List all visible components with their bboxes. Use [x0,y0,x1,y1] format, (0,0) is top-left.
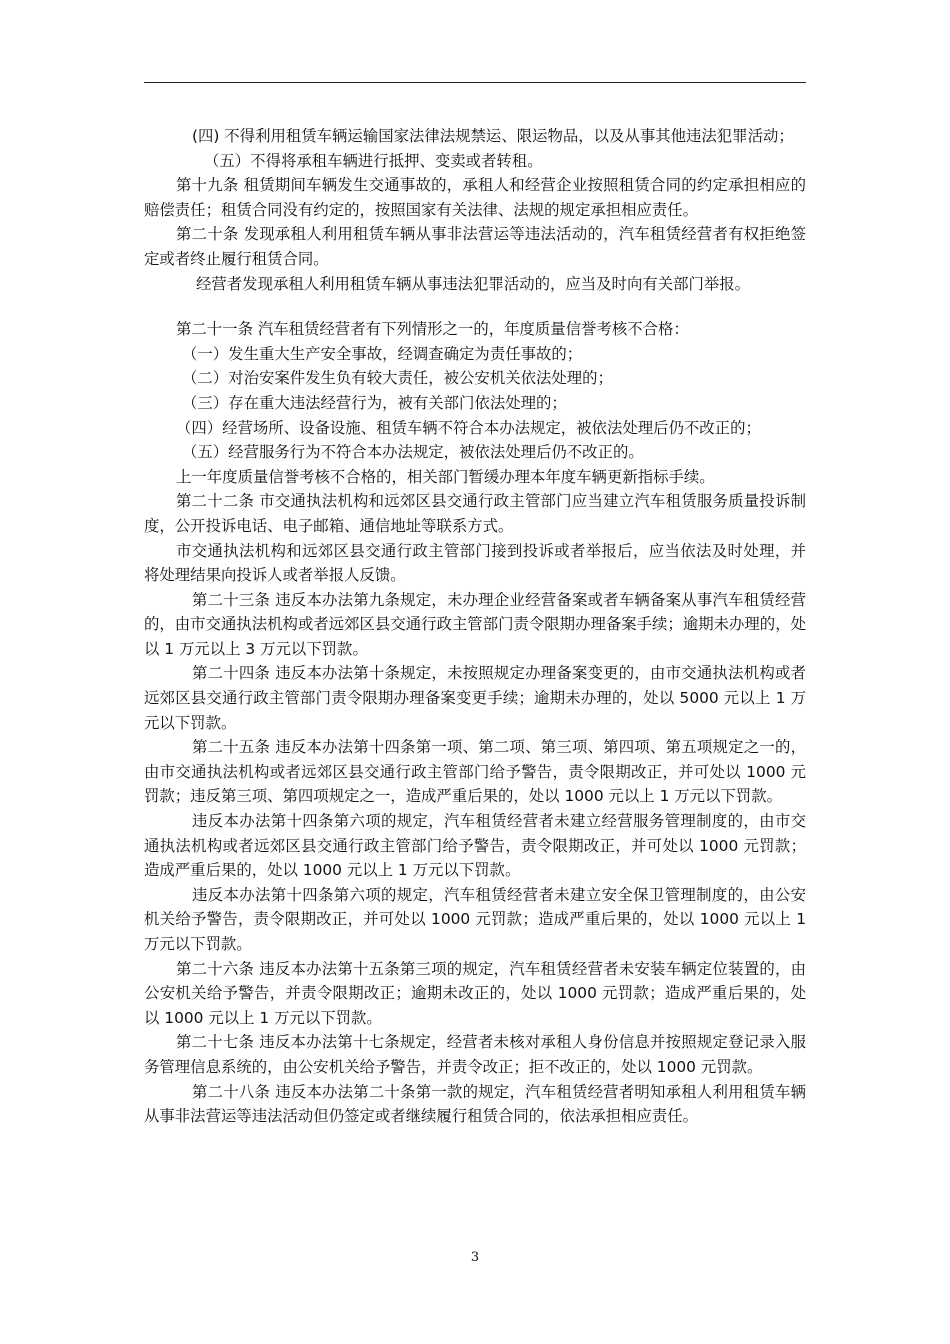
document-body [144,124,806,1129]
paragraph: 第二十五条 违反本办法第十四条第一项、第二项、第三项、第四项、第五项规定之一的，由市交通执法机构或者远郊区县交通行政主管部门给予警告，责令限期改正，并可处以 1000 元罚款；违反第三项、第四项规定之一，造成严重后果的，处以 1000 元以上 1 万元以下罚款。 [144,738,806,806]
paragraph: 违反本办法第十四条第六项的规定，汽车租赁经营者未建立经营服务管理制度的，由市交通执法机构或者远郊区县交通行政主管部门给予警告，责令限期改正，并可处以 1000 元罚款；造成严重后果的，处以 1000 元以上 1 万元以下罚款。 [144,812,806,880]
paragraph: 第二十一条 汽车租赁经营者有下列情形之一的，年度质量信誉考核不合格： [176,320,689,339]
list-item: （五）经营服务行为不符合本办法规定，被依法处理后仍不改正的。 [182,443,644,462]
paragraph: 第二十六条 违反本办法第十五条第三项的规定，汽车租赁经营者未安装车辆定位装置的，由公安机关给予警告，并责令限期改正；逾期未改正的，处以 1000 元罚款；造成严重后果的，处以 1000 元以上 1 万元以下罚款。 [144,959,806,1027]
list-item: （二）对治安案件发生负有较大责任，被公安机关依法处理的； [182,369,613,388]
list-item: （三）存在重大违法经营行为，被有关部门依法处理的； [182,393,567,412]
paragraph: 经营者发现承租人利用租赁车辆从事违法犯罪活动的，应当及时向有关部门举报。 [196,274,751,293]
paragraph: 第二十条 发现承租人利用租赁车辆从事非法营运等违法活动的，汽车租赁经营者有权拒绝签定或者终止履行租赁合同。 [144,225,806,268]
paragraph: 违反本办法第十四条第六项的规定，汽车租赁经营者未建立安全保卫管理制度的，由公安机关给予警告，责令限期改正，并可处以 1000 元罚款；造成严重后果的，处以 1000 元以上 1 万元以下罚款。 [144,885,806,953]
paragraph: （五）不得将承租车辆进行抵押、变卖或者转租。 [204,151,543,170]
paragraph: 第二十七条 违反本办法第十七条规定，经营者未核对承租人身份信息并按照规定登记录入服务管理信息系统的，由公安机关给予警告，并责令改正；拒不改正的，处以 1000 元罚款。 [144,1033,806,1076]
list-item: （一）发生重大生产安全事故，经调查确定为责任事故的； [182,344,583,363]
paragraph: 市交通执法机构和远郊区县交通行政主管部门接到投诉或者举报后，应当依法及时处理，并将处理结果向投诉人或者举报人反馈。 [144,541,806,585]
paragraph: 第二十四条 违反本办法第十条规定，未按照规定办理备案变更的，由市交通执法机构或者远郊区县交通行政主管部门责令限期办理备案变更手续；逾期未办理的，处以 5000 元以上 1 万元以下罚款。 [144,664,806,732]
paragraph-gap [144,296,806,317]
paragraph: 上一年度质量信誉考核不合格的，相关部门暂缓办理本年度车辆更新指标手续。 [176,467,715,486]
paragraph: 第二十三条 违反本办法第九条规定，未办理企业经营备案或者车辆备案从事汽车租赁经营的，由市交通执法机构或者远郊区县交通行政主管部门责令限期办理备案手续；逾期未办理的，处以 1 万元以上 3 万元以下罚款。 [144,590,806,658]
page-number: 3 [470,1250,480,1265]
paragraph: 第二十八条 违反本办法第二十条第一款的规定，汽车租赁经营者明知承租人利用租赁车辆从事非法营运等违法活动但仍签定或者继续履行租赁合同的，依法承担相应责任。 [144,1082,806,1126]
paragraph: 第二十二条 市交通执法机构和远郊区县交通行政主管部门应当建立汽车租赁服务质量投诉制度，公开投诉电话、电子邮箱、通信地址等联系方式。 [144,492,806,535]
paragraph: 第十九条 租赁期间车辆发生交通事故的，承租人和经营企业按照租赁合同的约定承担相应的赔偿责任；租赁合同没有约定的，按照国家有关法律、法规的规定承担相应责任。 [144,176,806,219]
list-item: （四）经营场所、设备设施、租赁车辆不符合本办法规定，被依法处理后仍不改正的； [176,418,761,437]
paragraph: (四) 不得利用租赁车辆运输国家法律法规禁运、限运物品，以及从事其他违法犯罪活动； [192,127,794,145]
header-rule [144,82,806,83]
